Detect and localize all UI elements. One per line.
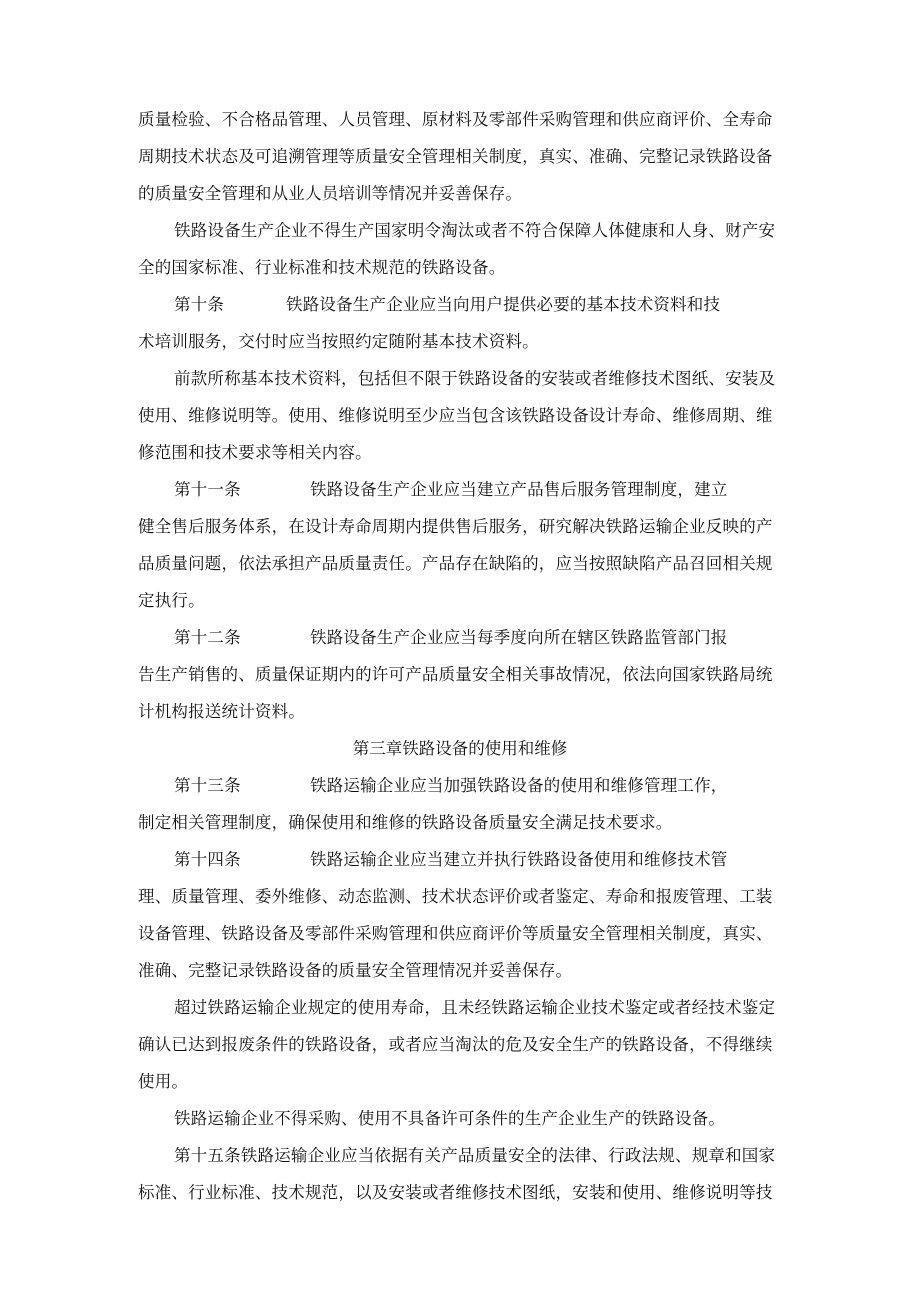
article-label: 第十二条	[174, 628, 241, 647]
text-line: 准确、完整记录铁路设备的质量安全管理情况并妥善保存。	[138, 961, 573, 980]
text-line: 告生产销售的、质量保证期内的许可产品质量安全相关事故情况，依法向国家铁路局统	[138, 665, 773, 684]
article-text: 铁路设备生产企业应当建立产品售后服务管理制度，建立	[310, 480, 728, 499]
text-line: 铁路设备生产企业不得生产国家明令淘汰或者不符合保障人体健康和人身、财产安	[174, 221, 776, 240]
text-line: 理、质量管理、委外维修、动态监测、技术状态评价或者鉴定、寿命和报废管理、工装	[138, 887, 773, 906]
text-line: 前款所称基本技术资料，包括但不限于铁路设备的安装或者维修技术图纸、安装及	[174, 369, 776, 388]
text-line: 设备管理、铁路设备及零部件采购管理和供应商评价等质量安全管理相关制度，真实、	[138, 924, 773, 943]
text-line: 全的国家标准、行业标准和技术规范的铁路设备。	[138, 258, 506, 277]
article-11-line	[174, 480, 728, 500]
article-12-line	[174, 628, 728, 648]
article-10-line	[174, 295, 720, 315]
text-line: 周期技术状态及可追溯管理等质量安全管理相关制度，真实、准确、完整记录铁路设备	[138, 147, 773, 166]
article-label: 第十四条	[174, 850, 241, 869]
text-line: 修范围和技术要求等相关内容。	[138, 443, 372, 462]
article-text: 铁路设备生产企业应当向用户提供必要的基本技术资料和技	[286, 295, 721, 314]
text-line: 确认已达到报废条件的铁路设备，或者应当淘汰的危及安全生产的铁路设备，不得继续	[138, 1035, 773, 1054]
text-line: 定执行。	[138, 591, 205, 610]
article-label: 第十条	[174, 295, 225, 314]
text-line: 术培训服务，交付时应当按照约定随附基本技术资料。	[138, 332, 539, 351]
chapter-heading: 第三章铁路设备的使用和维修	[352, 739, 568, 758]
article-text: 铁路运输企业应当建立并执行铁路设备使用和维修技术管	[310, 850, 728, 869]
text-line: 健全售后服务体系，在设计寿命周期内提供售后服务，研究解决铁路运输企业反映的产	[138, 517, 773, 536]
article-15-line: 第十五条铁路运输企业应当依据有关产品质量安全的法律、行政法规、规章和国家	[174, 1146, 776, 1165]
text-line: 制定相关管理制度，确保使用和维修的铁路设备质量安全满足技术要求。	[138, 813, 673, 832]
article-text: 铁路设备生产企业应当每季度向所在辖区铁路监管部门报	[310, 628, 728, 647]
text-line: 标准、行业标准、技术规范，以及安装或者维修技术图纸，安装和使用、维修说明等技	[138, 1183, 773, 1202]
article-label: 第十一条	[174, 480, 241, 499]
text-line: 超过铁路运输企业规定的使用寿命，且未经铁路运输企业技术鉴定或者经技术鉴定	[174, 998, 776, 1017]
article-14-line	[174, 850, 728, 870]
article-label: 第十三条	[174, 776, 241, 795]
text-line: 使用。	[138, 1072, 189, 1091]
article-13-line	[174, 776, 728, 796]
text-line: 的质量安全管理和从业人员培训等情况并妥善保存。	[138, 184, 523, 203]
article-text: 铁路运输企业应当加强铁路设备的使用和维修管理工作，	[310, 776, 728, 795]
text-line: 品质量问题，依法承担产品质量责任。产品存在缺陷的，应当按照缺陷产品召回相关规	[138, 554, 773, 573]
text-line: 铁路运输企业不得采购、使用不具备许可条件的生产企业生产的铁路设备。	[174, 1109, 726, 1128]
text-line: 计机构报送统计资料。	[138, 702, 305, 721]
text-line: 质量检验、不合格品管理、人员管理、原材料及零部件采购管理和供应商评价、全寿命	[138, 110, 773, 129]
text-line: 使用、维修说明等。使用、维修说明至少应当包含该铁路设备设计寿命、维修周期、维	[138, 406, 773, 425]
